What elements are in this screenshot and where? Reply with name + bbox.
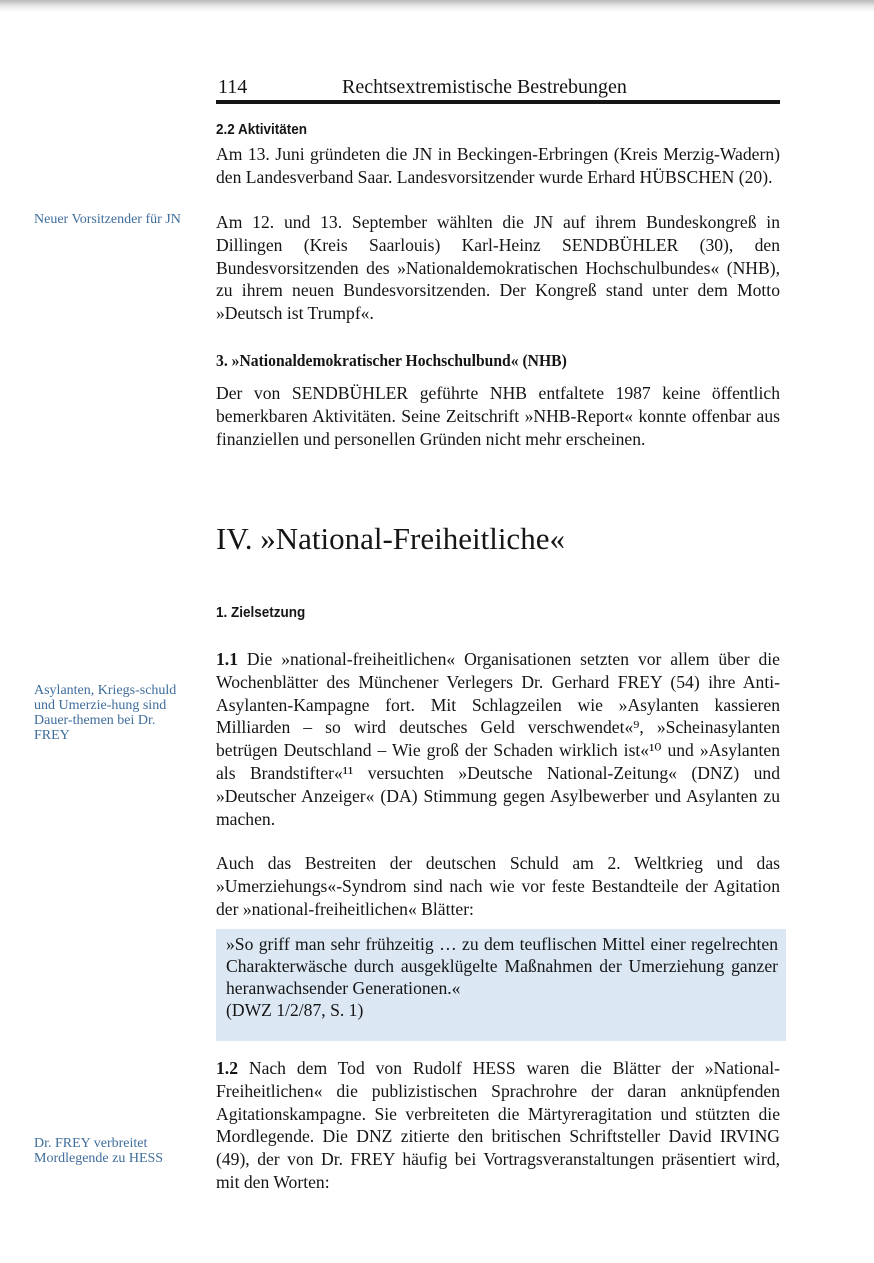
sidenote-asylanten: Asylanten, Kriegs-schuld und Umerzie-hung sind Dauer-themen bei Dr. FREY — [34, 683, 177, 743]
header-rule — [216, 100, 780, 104]
paragraph-1-2-text: Nach dem Tod von Rudolf HESS waren die Blätter der »National-Freiheitlichen« die publizistischen Sprachrohre der daran anknüpfenden Agitationskampagne. Sie verbreiteten die Märtyreragitation und stützten die Mordlegende. Die DNZ zitierte den britischen Schriftsteller David IRVING (49), der von Dr. FREY häufig bei Vortragsveranstaltungen präsentiert wird, mit den Worten: — [216, 1058, 780, 1192]
paragraph-lead-1-2: 1.2 — [216, 1058, 238, 1078]
running-title: Rechtsextremistische Bestrebungen — [342, 76, 627, 98]
quote-source: (DWZ 1/2/87, S. 1) — [226, 1000, 364, 1020]
scan-top-edge — [0, 0, 874, 12]
paragraph-jn-bundeskongress: Am 12. und 13. September wählten die JN auf ihrem Bundeskongreß in Dillingen (Kreis Saarlouis) Karl-Heinz SENDBÜHLER (30), den Bundesvorsitzenden des »Nationaldemokratischen Hochschulbundes« (NHB), zu ihrem neuen Bundesvorsitzenden. Der Kongreß stand unter dem Motto »Deutsch ist Trumpf«. — [216, 212, 780, 324]
sidenote-neuer-vorsitzender: Neuer Vorsitzender für JN — [34, 212, 181, 227]
page-header — [216, 74, 780, 100]
heading-1-zielsetzung: 1. Zielsetzung — [216, 604, 306, 621]
paragraph-nhb: Der von SENDBÜHLER geführte NHB entfaltete 1987 keine öffentlich bemerkbaren Aktivitäten. Seine Zeitschrift »NHB-Report« konnte offenbar aus finanziellen und personellen Gründen nicht mehr erscheinen. — [216, 383, 780, 449]
heading-iv-national-freiheitliche: IV. »National-Freiheitliche« — [216, 521, 565, 556]
page-number: 114 — [218, 76, 248, 98]
sidenote-frey-hess: Dr. FREY verbreitet Mordlegende zu HESS — [34, 1136, 164, 1166]
quote-text: »So griff man sehr frühzeitig … zu dem teuflischen Mittel einer regelrechten Charakterwäsche durch ausgeklügelte Maßnahmen der Umerziehung ganzer heranwachsender Generationen.« — [226, 934, 778, 998]
paragraph-1-1 — [216, 648, 780, 830]
paragraph-lead-1-1: 1.1 — [216, 649, 238, 669]
quote — [226, 933, 778, 1021]
paragraph-jn-landesverband: Am 13. Juni gründeten die JN in Beckingen-Erbringen (Kreis Merzig-Wadern) den Landesverband Saar. Landesvorsitzender wurde Erhard HÜBSCHEN (20). — [216, 144, 780, 187]
paragraph-1-1-text: Die »national-freiheitlichen« Organisationen setzten vor allem über die Wochenblätter des Münchener Verlegers Dr. Gerhard FREY (54) ihre Anti-Asylanten-Kampagne fort. Mit Schlagzeilen wie »Asylanten kassieren Milliarden – so wird deutsches Geld verschwendet«⁹, »Scheinasylanten betrügen Deutschland – Wie groß der Schaden wirklich ist«¹⁰ und »Asylanten als Brandstifter«¹¹ versuchten »Deutsche National-Zeitung« (DNZ) und »Deutscher Anzeiger« (DA) Stimmung gegen Asylbewerber und Asylanten zu machen. — [216, 649, 780, 829]
paragraph-schuld: Auch das Bestreiten der deutschen Schuld am 2. Weltkrieg und das »Umerziehungs«-Syndrom sind nach wie vor feste Bestandteile der Agitation der »national-freiheitlichen« Blätter: — [216, 853, 780, 919]
paragraph-1-2 — [216, 1057, 780, 1194]
heading-3-nhb: 3. »Nationaldemokratischer Hochschulbund« (NHB) — [216, 351, 567, 370]
heading-2-2: 2.2 Aktivitäten — [216, 121, 308, 138]
